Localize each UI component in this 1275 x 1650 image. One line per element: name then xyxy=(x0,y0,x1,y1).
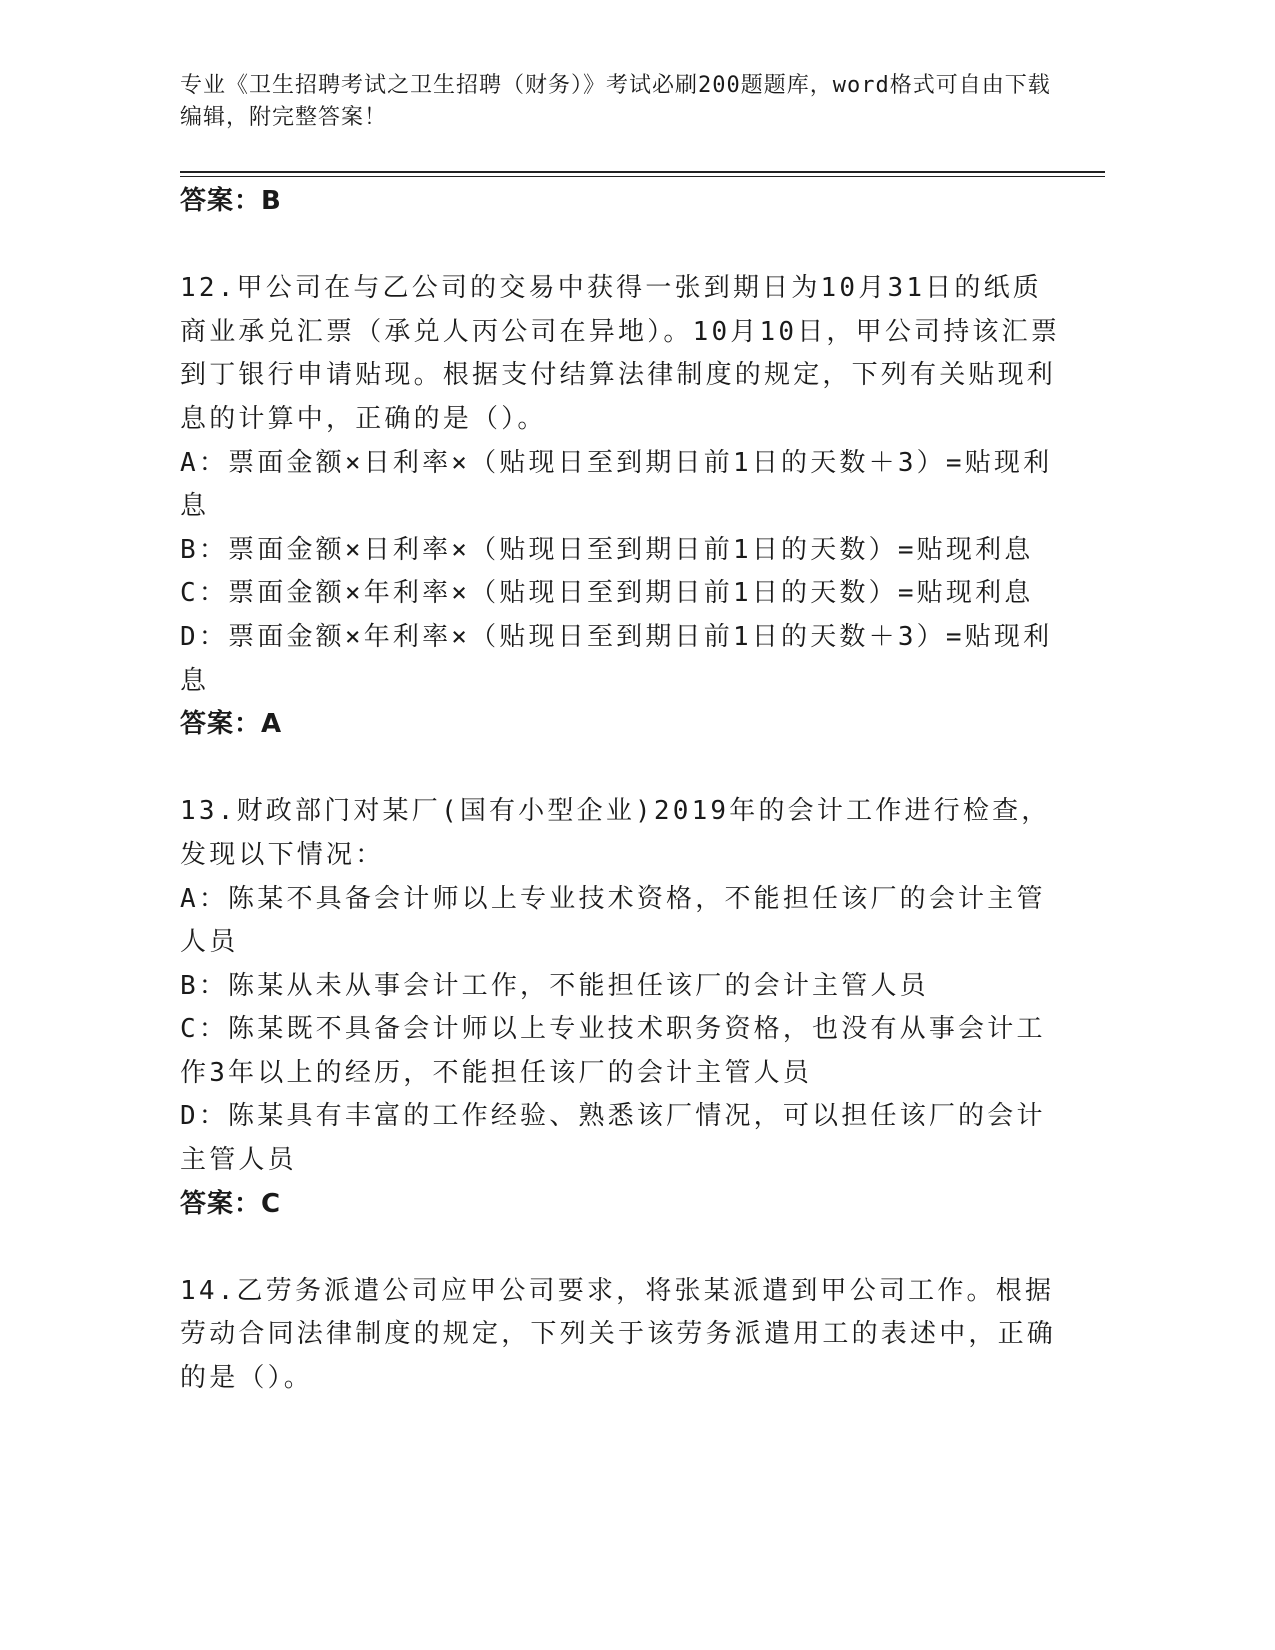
question-14 xyxy=(180,1270,1060,1401)
header-divider-thin xyxy=(180,176,1105,177)
answer: 答案：A xyxy=(180,709,283,740)
question-13 xyxy=(180,790,1060,1226)
spacer xyxy=(180,224,1060,268)
question-12 xyxy=(180,267,1060,747)
option-a: A：票面金额×日利率×（贴现日至到期日前1日的天数＋3）=贴现利息 xyxy=(180,447,1053,522)
option-c: C：票面金额×年利率×（贴现日至到期日前1日的天数）=贴现利息 xyxy=(180,578,1034,609)
header-divider-thick xyxy=(180,171,1105,173)
option-b: B：票面金额×日利率×（贴现日至到期日前1日的天数）=贴现利息 xyxy=(180,534,1034,565)
question-content xyxy=(180,180,1060,1401)
spacer xyxy=(180,1226,1060,1270)
option-a: A：陈某不具备会计师以上专业技术资格，不能担任该厂的会计主管人员 xyxy=(180,883,1046,958)
spacer xyxy=(180,747,1060,791)
previous-answer: 答案：B xyxy=(180,186,282,216)
question-stem: 14.乙劳务派遣公司应甲公司要求，将张某派遣到甲公司工作。根据劳动合同法律制度的规定，下列关于该劳务派遣用工的表述中，正确的是（）。 xyxy=(180,1275,1057,1394)
option-d: D：陈某具有丰富的工作经验、熟悉该厂情况，可以担任该厂的会计主管人员 xyxy=(180,1101,1046,1176)
question-stem: 12.甲公司在与乙公司的交易中获得一张到期日为10月31日的纸质商业承兑汇票（承兑人丙公司在异地）。10月10日，甲公司持该汇票到丁银行申请贴现。根据支付结算法律制度的规定，下列有关贴现利息的计算中，正确的是（）。 xyxy=(180,273,1061,434)
option-b: B：陈某从未从事会计工作，不能担任该厂的会计主管人员 xyxy=(180,970,929,1001)
question-stem: 13.财政部门对某厂(国有小型企业)2019年的会计工作进行检查，发现以下情况： xyxy=(180,796,1051,870)
page-header: 专业《卫生招聘考试之卫生招聘（财务）》考试必刷200题题库，word格式可自由下载编辑，附完整答案！ xyxy=(180,73,1051,130)
answer: 答案：C xyxy=(180,1188,282,1219)
option-c: C：陈某既不具备会计师以上专业技术职务资格，也没有从事会计工作3年以上的经历，不能担任该厂的会计主管人员 xyxy=(180,1014,1046,1088)
option-d: D：票面金额×年利率×（贴现日至到期日前1日的天数＋3）=贴现利息 xyxy=(180,621,1053,696)
